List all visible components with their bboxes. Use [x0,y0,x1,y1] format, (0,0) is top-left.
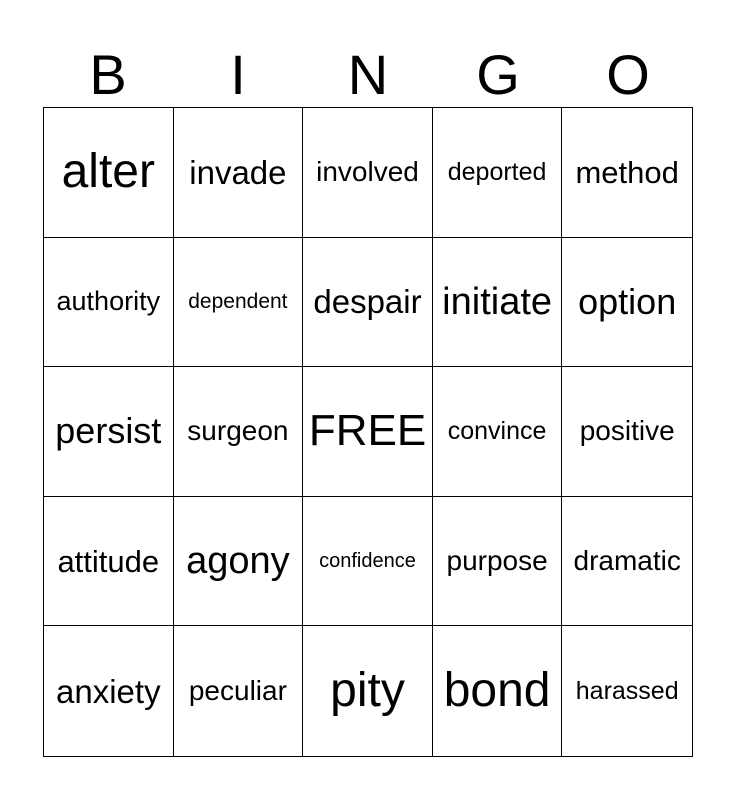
bingo-cell[interactable]: positive [562,367,692,497]
bingo-cell[interactable]: alter [44,108,174,238]
bingo-cell[interactable]: method [562,108,692,238]
bingo-cell[interactable]: convince [433,367,563,497]
bingo-cell[interactable]: dramatic [562,497,692,627]
bingo-cell[interactable]: agony [174,497,304,627]
header-letter-i: I [230,43,246,106]
bingo-cell[interactable]: option [562,238,692,368]
bingo-cell[interactable]: despair [303,238,433,368]
header-letter-b: B [89,43,127,106]
header-letter-n: N [347,43,389,106]
bingo-board [43,107,693,757]
bingo-header [43,42,693,108]
bingo-cell[interactable]: purpose [433,497,563,627]
bingo-cell[interactable]: attitude [44,497,174,627]
bingo-cell[interactable]: harassed [575,676,679,705]
bingo-cell[interactable]: authority [44,238,174,368]
bingo-cell[interactable]: persist [44,367,174,497]
header-letter-g: G [476,43,520,106]
bingo-cell[interactable]: bond [433,626,563,756]
bingo-cell[interactable]: invade [174,108,304,238]
bingo-cell[interactable]: anxiety [44,626,174,756]
bingo-cell[interactable]: confidence [303,497,433,627]
bingo-cell[interactable]: pity [303,626,433,756]
bingo-cell[interactable]: peculiar [174,626,304,756]
bingo-cell[interactable]: initiate [433,238,563,368]
bingo-cell[interactable]: surgeon [174,367,304,497]
bingo-cell[interactable]: deported [433,108,563,238]
free-space-cell[interactable]: FREE [303,367,433,497]
header-letter-o: O [606,43,650,106]
bingo-cell[interactable]: involved [303,108,433,238]
bingo-cell[interactable]: dependent [174,238,304,368]
